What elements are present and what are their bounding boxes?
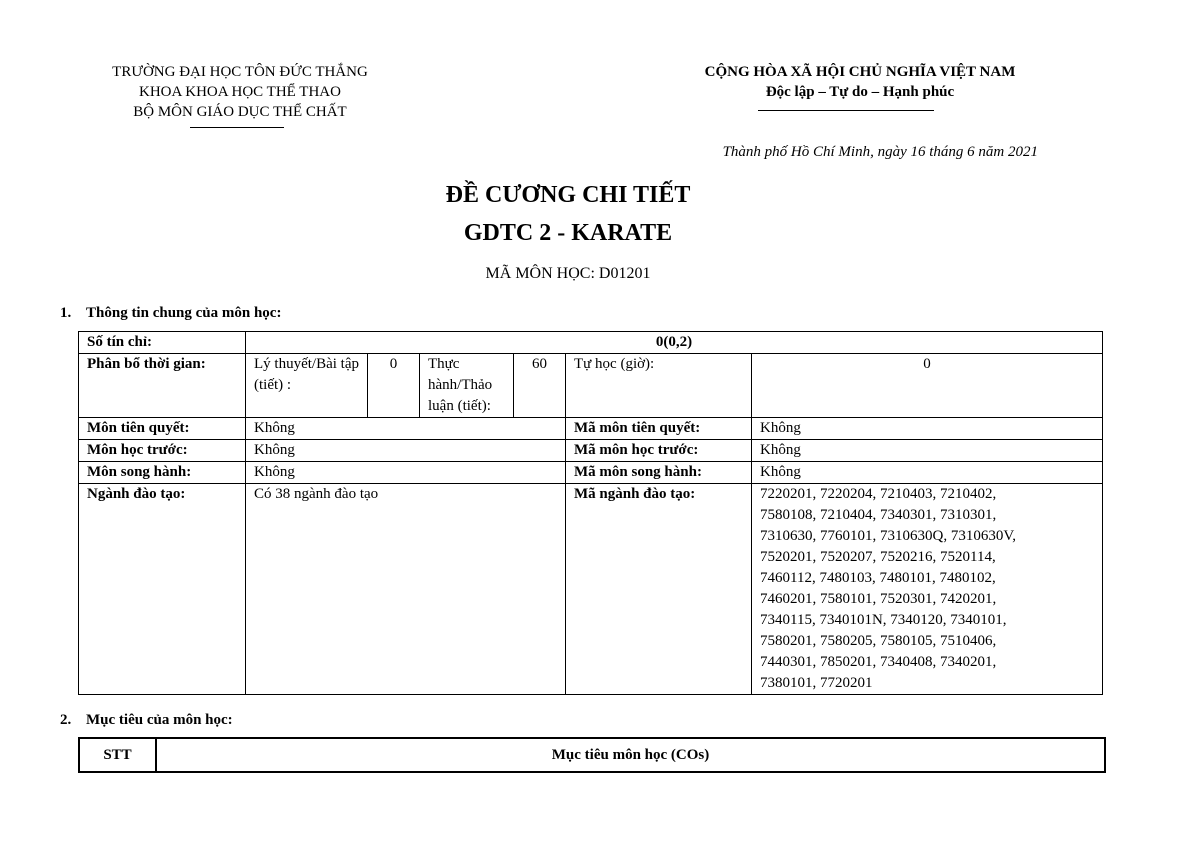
objectives-table [78,737,1106,773]
table-row [79,484,1103,695]
table-row [79,418,1103,440]
major-code-line: 7220201, 7220204, 7210403, 7210402, [760,486,997,502]
date-line: Thành phố Hồ Chí Minh, ngày 16 tháng 6 năm 2021 [722,144,1038,160]
prior-course-value: Không [246,440,566,462]
theory-label: Lý thuyết/Bài tập (tiết) : [246,354,368,418]
theory-value: 0 [368,354,420,418]
section-2-heading [60,710,233,730]
time-allocation-label: Phân bổ thời gian: [79,354,246,418]
major-value: Có 38 ngành đào tạo [246,484,566,695]
prerequisite-label: Môn tiên quyết: [79,418,246,440]
major-code-line: 7580108, 7210404, 7340301, 7310301, [760,507,997,523]
column-header-stt: STT [79,738,156,772]
table-row [79,440,1103,462]
prior-course-label: Môn học trước: [79,440,246,462]
major-code-line: 7580201, 7580205, 7580105, 7510406, [760,633,997,649]
major-code-list [752,484,1103,695]
major-code-line: 7380101, 7720201 [760,675,873,691]
major-code-line: 7310630, 7760101, 7310630Q, 7310630V, [760,528,1016,544]
section-number: 2. [60,712,72,728]
national-title: CỘNG HÒA XÃ HỘI CHỦ NGHĨA VIỆT NAM [704,64,1016,80]
self-study-label: Tự học (giờ): [566,354,752,418]
general-info-table [78,331,1103,695]
major-code-line: 7460112, 7480103, 7480101, 7480102, [760,570,996,586]
document-title: ĐỀ CƯƠNG CHI TIẾT [445,182,691,208]
section-title: Mục tiêu của môn học: [86,712,233,728]
table-row [79,462,1103,484]
faculty-name: KHOA KHOA HỌC THỂ THAO [139,84,341,100]
parallel-course-value: Không [246,462,566,484]
major-code-line: 7340115, 7340101N, 7340120, 7340101, [760,612,1007,628]
department-name: BỘ MÔN GIÁO DỤC THỂ CHẤT [133,104,347,120]
practice-value: 60 [514,354,566,418]
section-number: 1. [60,305,72,321]
credits-label: Số tín chỉ: [79,332,246,354]
national-motto: Độc lập – Tự do – Hạnh phúc [765,84,955,100]
major-code-line: 7520201, 7520207, 7520216, 7520114, [760,549,996,565]
table-row [79,354,1103,418]
major-code-line: 7440301, 7850201, 7340408, 7340201, [760,654,997,670]
section-1-heading [60,303,281,323]
major-label: Ngành đào tạo: [79,484,246,695]
university-header [60,62,420,122]
prior-course-code-label: Mã môn học trước: [566,440,752,462]
header-right-divider [758,110,934,111]
course-code: MÃ MÔN HỌC: D01201 [485,265,651,282]
self-study-value: 0 [752,354,1103,418]
national-header [640,62,1080,102]
major-code-label: Mã ngành đào tạo: [566,484,752,695]
column-header-objectives: Mục tiêu môn học (COs) [156,738,1105,772]
prerequisite-code-value: Không [752,418,1103,440]
credits-value: 0(0,2) [246,332,1103,354]
parallel-course-code-label: Mã môn song hành: [566,462,752,484]
prerequisite-code-label: Mã môn tiên quyết: [566,418,752,440]
parallel-course-label: Môn song hành: [79,462,246,484]
parallel-course-code-value: Không [752,462,1103,484]
university-name: TRƯỜNG ĐẠI HỌC TÔN ĐỨC THẮNG [112,64,368,80]
header-left-divider [190,127,284,128]
practice-label: Thực hành/Thảo luận (tiết): [420,354,514,418]
prerequisite-value: Không [246,418,566,440]
major-code-line: 7460201, 7580101, 7520301, 7420201, [760,591,997,607]
prior-course-code-value: Không [752,440,1103,462]
table-header-row [79,738,1105,772]
section-title: Thông tin chung của môn học: [86,305,282,321]
course-name: GDTC 2 - KARATE [463,220,673,246]
table-row [79,332,1103,354]
